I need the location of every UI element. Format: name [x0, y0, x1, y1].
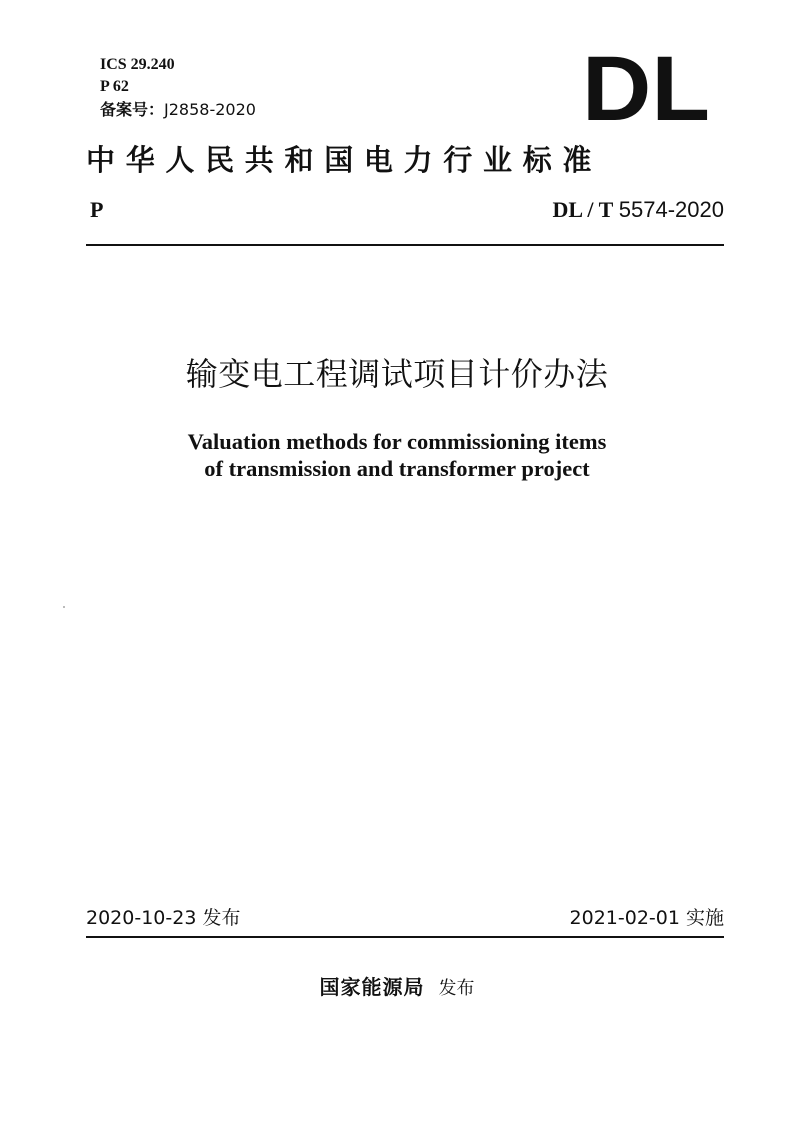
- standard-number: [553, 196, 724, 224]
- class-code: P: [90, 197, 104, 222]
- english-title-line2: of transmission and transformer project: [204, 456, 590, 481]
- english-title-line1: Valuation methods for commissioning items: [187, 429, 607, 454]
- bottom-divider: [86, 936, 724, 938]
- standard-number-prefix: DL / T: [552, 197, 614, 222]
- standard-number-value: 5574-2020: [618, 197, 724, 222]
- dl-logo: [581, 52, 711, 124]
- ics-code: ICS 29.240: [100, 56, 175, 73]
- org-title: 中华人民共和国电力行业标准: [86, 143, 603, 177]
- top-divider: [86, 244, 724, 246]
- issue-date: 2020-10-23 发布: [86, 907, 241, 929]
- publisher-org: 国家能源局: [319, 975, 425, 999]
- implementation-date: 2021-02-01 实施: [569, 907, 724, 929]
- dl-logo-text: DL: [582, 52, 710, 124]
- chinese-title: 输变电工程调试项目计价办法: [185, 355, 609, 393]
- ccs-code: P 62: [100, 78, 129, 95]
- publisher: [0, 973, 794, 1003]
- scan-speck: [63, 606, 65, 608]
- record-value: J2858-2020: [164, 100, 256, 119]
- english-title: [0, 428, 794, 482]
- record-number: [100, 100, 256, 120]
- record-label: 备案号：: [100, 100, 165, 119]
- publisher-action: 发布: [438, 978, 475, 999]
